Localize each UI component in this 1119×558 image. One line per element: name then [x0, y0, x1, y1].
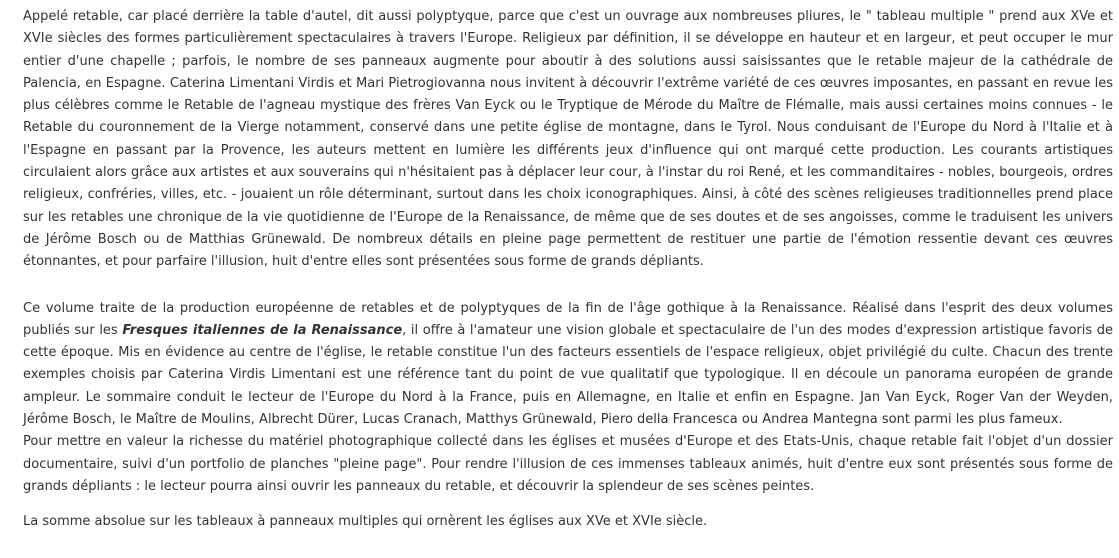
description-summary-line: La somme absolue sur les tableaux à panneaux multiples qui ornèrent les églises aux XVe et XVIe siècle. — [23, 514, 708, 530]
description-paragraph-3: Pour mettre en valeur la richesse du matériel photographique collecté dans les églises et musées d'Europe et des Etats-Unis, chaque retable fait l'objet d'un dossier documentaire, suivi d'un portfolio de planches "pleine page". Pour rendre l'illusion de ces immenses tableaux animés, huit d'entre eux sont présentés sous forme de grands dépliants : le lecteur pourra ainsi ouvrir les panneaux du retable, et découvrir la splendeur de ses scènes peintes. — [23, 434, 1113, 494]
paragraph-2-body: , il offre à l'amateur une vision globale et spectaculaire de l'un des modes d'expression artistique favoris de cette époque. Mis en évidence au centre de l'église, le retable constitue l'un des facteurs essentiels de l'espace religieux, objet privilégié du culte. Chacun des trente exemples choisis par Caterina Virdis Limentani est une référence tant du point de vue qualitatif que typologique. Il en découle un panorama européen de grande ampleur. Le sommaire conduit le lecteur de l'Europe du Nord à la France, puis en Allemagne, en Italie et enfin en Espagne. Jan Van Eyck, Roger Van der Weyden, Jérôme Bosch, le Maître de Moulins, Albrecht Dürer, Lucas Cranach, Matthys Grünewald, Piero della Francesca ou Andrea Mantegna sont parmi les plus fameux. — [23, 322, 1114, 428]
paragraph-2-intro: Ce volume traite de la production européenne de retables et de polyptyques de la fin de l'âge gothique à la Renaissance. Réalisé dans l'esprit des deux volumes publiés sur les — [23, 300, 1113, 338]
description-paragraph-2 — [23, 298, 1113, 432]
book-title-reference: Fresques italiennes de la Renaissance — [122, 322, 403, 338]
description-paragraph-1: Appelé retable, car placé derrière la table d'autel, dit aussi polyptyque, parce que c'est un ouvrage aux nombreuses pliures, le " tableau multiple " prend aux XVe et XVIe siècles des formes particulièrement spectaculaires à travers l'Europe. Religieux par définition, il se développe en hauteur et en largeur, et peut occuper le mur entier d'une chapelle ; parfois, le nombre de ses panneaux augmente pour aboutir à des solutions aussi saisissantes que le retable majeur de la cathédrale de Palencia, en Espagne. Caterina Limentani Virdis et Mari Pietrogiovanna nous invitent à découvrir l'extrême variété de ces œuvres imposantes, en passant en revue les plus célèbres comme le Retable de l'agneau mystique des frères Van Eyck ou le Tryptique de Mérode du Maître de Flémalle, mais aussi certaines moins connues - le Retable du couronnement de la Vierge notamment, conservé dans une petite église de montagne, dans le Tyrol. Nous conduisant de l'Europe du Nord à l'Italie et à l'Espagne en passant par la Provence, les auteurs mettent en lumière les différents jeux d'influence qui ont marqué cette production. Les courants artistiques circulaient alors grâce aux artistes et aux souverains qui n'hésitaient pas à déplacer leur cour, à l'instar du roi René, et les commanditaires - nobles, bourgeois, ordres religieux, confréries, villes, etc. - jouaient un rôle déterminant, surtout dans les choix iconographiques. Ainsi, à côté des scènes religieuses traditionnelles prend place sur les retables une chronique de la vie quotidienne de l'Europe de la Renaissance, de même que de ses doutes et de ses angoisses, comme le traduisent les univers de Jérôme Bosch ou de Matthias Grünewald. De nombreux détails en pleine page permettent de restituer une partie de l'émotion ressentie devant ces œuvres étonnantes, et pour parfaire l'illusion, huit d'entre elles sont présentées sous forme de grands dépliants. — [23, 9, 1113, 270]
